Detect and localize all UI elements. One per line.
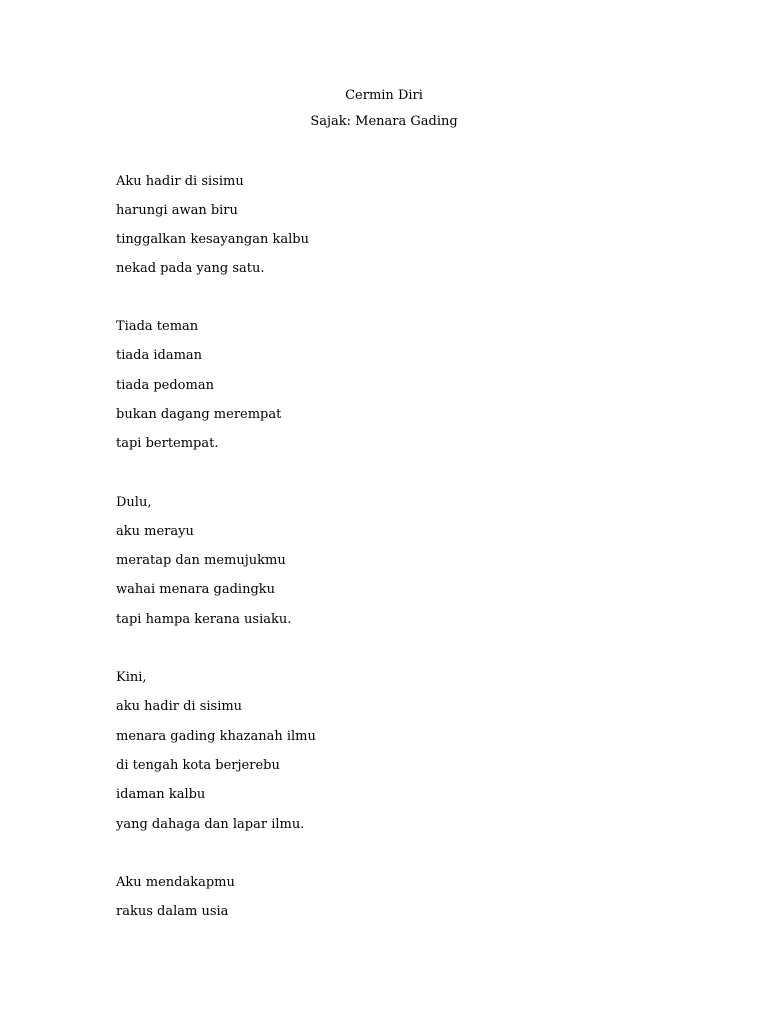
poem-line: Kini, — [116, 670, 147, 685]
poem-line: Aku mendakapmu — [116, 875, 235, 890]
poem-line: Aku hadir di sisimu — [116, 174, 244, 189]
poem-line: tinggalkan kesayangan kalbu — [116, 232, 309, 247]
poem-line: aku merayu — [116, 524, 194, 539]
poem-line: tiada pedoman — [116, 378, 214, 393]
poem-line: bukan dagang merempat — [116, 407, 282, 422]
poem-line: menara gading khazanah ilmu — [116, 729, 316, 744]
poem-title: Cermin Diri — [345, 88, 423, 103]
poem-line: nekad pada yang satu. — [116, 261, 265, 276]
poem-line: idaman kalbu — [116, 787, 206, 802]
poem-line: Tiada teman — [116, 319, 199, 334]
poem-line: meratap dan memujukmu — [116, 553, 286, 568]
poem-line: wahai menara gadingku — [116, 582, 276, 597]
poem-line: tiada idaman — [116, 348, 203, 363]
poem-subtitle: Sajak: Menara Gading — [310, 114, 458, 129]
poem-line: tapi bertempat. — [116, 436, 219, 451]
poem-line: rakus dalam usia — [116, 904, 229, 919]
poem-line: harungi awan biru — [116, 203, 238, 218]
poem-line: yang dahaga dan lapar ilmu. — [116, 817, 305, 832]
poem-line: di tengah kota berjerebu — [116, 758, 280, 773]
poem-line: Dulu, — [116, 495, 152, 510]
poem-line: aku hadir di sisimu — [116, 699, 243, 714]
poem-line: tapi hampa kerana usiaku. — [116, 612, 292, 627]
